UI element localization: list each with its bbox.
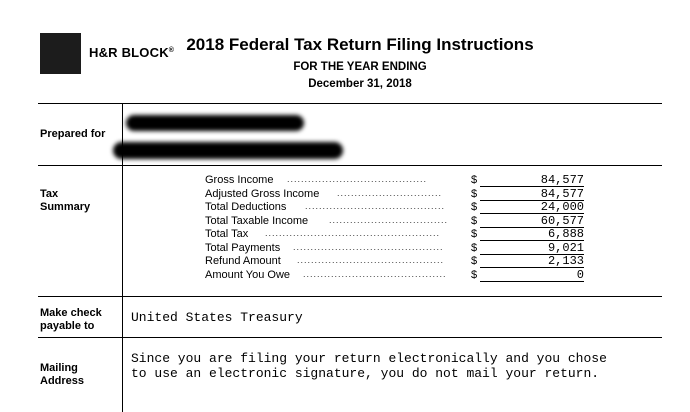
summary-amount: 84,577	[480, 188, 584, 201]
mailing-address-label: Mailing Address	[40, 362, 85, 387]
summary-amount: 9,021	[480, 242, 584, 255]
tax-summary-label: Tax Summary	[40, 188, 91, 213]
summary-amount: 84,577	[480, 174, 584, 187]
summary-row-total-taxable-income: Total Taxable Income .................................. $ 60,577	[205, 214, 584, 228]
summary-row-adjusted-gross-income: Adjusted Gross Income .............................. $ 84,577	[205, 187, 584, 201]
hr-block-logo-square	[40, 33, 81, 74]
payable-to-label: Make check payable to	[40, 307, 102, 332]
summary-amount: 2,133	[480, 255, 584, 268]
summary-row-gross-income: Gross Income ........................................ $ 84,577	[205, 173, 584, 187]
mailing-address-line-2: to use an electronic signature, you do not mail your return.	[131, 366, 600, 381]
divider-tax-summary	[38, 296, 662, 297]
summary-amount: 6,888	[480, 228, 584, 241]
summary-row-total-payments: Total Payments ........................................... $ 9,021	[205, 241, 584, 255]
prepared-for-label: Prepared for	[40, 128, 106, 140]
redacted-address	[113, 142, 343, 159]
period-end-date: December 31, 2018	[308, 78, 412, 90]
summary-row-total-tax: Total Tax .................................................. $ 6,888	[205, 227, 584, 241]
summary-row-amount-you-owe: Amount You Owe ......................................... $ 0	[205, 268, 584, 282]
summary-row-refund-amount: Refund Amount .......................................... $ 2,133	[205, 254, 584, 268]
divider-top	[38, 103, 662, 104]
summary-amount: 0	[480, 269, 584, 282]
document-title: 2018 Federal Tax Return Filing Instructions	[186, 35, 534, 54]
summary-row-total-deductions: Total Deductions ........................................ $ 24,000	[205, 200, 584, 214]
payable-to-value: United States Treasury	[131, 310, 303, 325]
document-subtitle: FOR THE YEAR ENDING	[293, 61, 427, 73]
divider-payable-to	[38, 337, 662, 338]
summary-amount: 24,000	[480, 201, 584, 214]
redacted-name	[126, 115, 304, 131]
divider-prepared-for	[38, 165, 662, 166]
summary-amount: 60,577	[480, 215, 584, 228]
hr-block-logo-text: H&R BLOCK®	[89, 45, 175, 60]
mailing-address-line-1: Since you are filing your return electronically and you chose	[131, 351, 607, 366]
